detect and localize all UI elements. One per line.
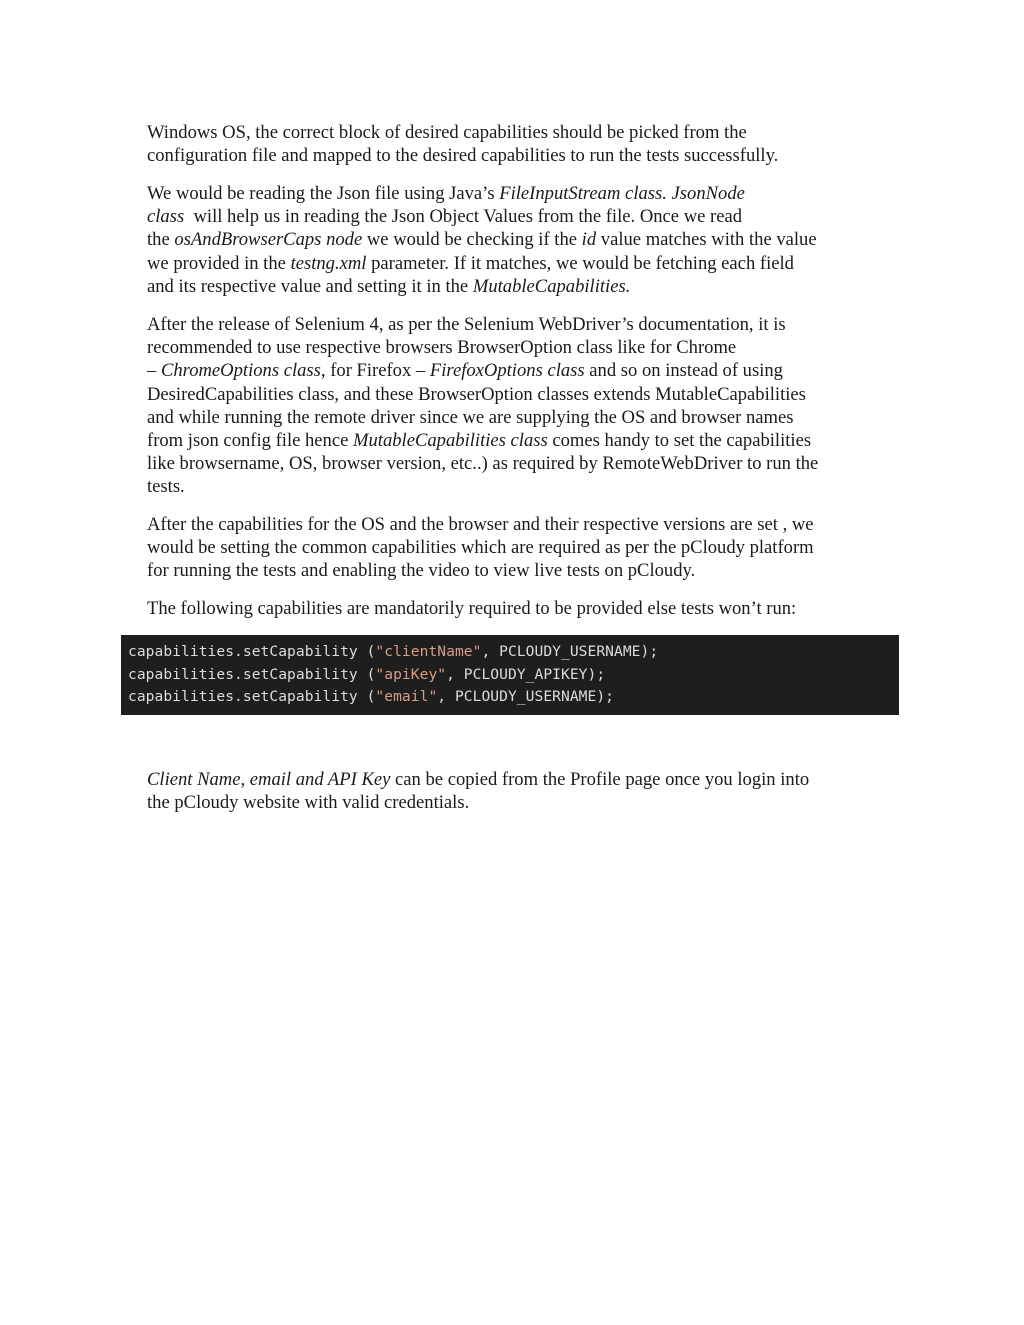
paragraph-mandatory-capabilities <box>147 597 887 620</box>
italic-text: id <box>581 229 597 251</box>
code-string: "apiKey" <box>375 665 447 683</box>
text-line: the pCloudy website with valid credentials. <box>147 792 470 814</box>
text-run: , for Firefox – <box>320 360 430 382</box>
text-line: for running the tests and enabling the video to view live tests on pCloudy. <box>147 560 696 582</box>
text-line <box>147 228 887 251</box>
text-run: and so on instead of using <box>584 360 783 382</box>
text-line <box>147 182 887 205</box>
text-run: we provided in the <box>147 252 291 274</box>
code-token: , PCLOUDY_USERNAME); <box>437 688 615 706</box>
text-run: parameter. If it matches, we would be fetching each field <box>366 252 794 274</box>
text-line: configuration file and mapped to the desired capabilities to run the tests successfully. <box>147 145 779 167</box>
code-token: capabilities.setCapability ( <box>128 643 376 660</box>
code-string: "email" <box>375 688 438 706</box>
text-line: and while running the remote driver since we are supplying the OS and browser names <box>147 406 794 428</box>
text-run: – <box>147 360 161 382</box>
code-snippet <box>121 635 899 715</box>
text-line <box>147 205 887 228</box>
text-line <box>147 768 887 791</box>
text-line: Windows OS, the correct block of desired capabilities should be picked from the <box>147 122 747 143</box>
text-line: tests. <box>147 476 185 498</box>
text-line <box>147 275 887 298</box>
text-run: can be copied from the Profile page once you login into <box>390 769 810 790</box>
code-string: "clientName" <box>375 643 482 660</box>
code-token: capabilities.setCapability ( <box>128 688 376 706</box>
text-line: like browsername, OS, browser version, etc..) as required by RemoteWebDriver to run the <box>147 453 819 475</box>
code-line <box>128 686 899 709</box>
text-line: After the capabilities for the OS and the browser and their respective versions are set , we <box>147 514 814 535</box>
paragraph-selenium-4 <box>147 313 887 499</box>
italic-text: ChromeOptions class <box>160 360 321 382</box>
text-line <box>147 252 887 275</box>
text-run: and its respective value and setting it in the <box>147 275 473 297</box>
code-line <box>128 664 899 687</box>
paragraph-credentials-note <box>147 768 887 814</box>
text-run: the <box>147 229 175 251</box>
italic-text: class <box>147 206 185 228</box>
text-line <box>147 359 887 382</box>
italic-text: FirefoxOptions class <box>429 360 585 382</box>
text-line: DesiredCapabilities class, and these BrowserOption classes extends MutableCapabilities <box>147 383 806 405</box>
italic-text: MutableCapabilities class <box>353 430 548 452</box>
text-line: After the release of Selenium 4, as per the Selenium WebDriver’s documentation, it is <box>147 314 786 335</box>
code-token: , PCLOUDY_APIKEY); <box>446 665 606 683</box>
italic-text: Client Name, email and API Key <box>147 769 391 790</box>
text-line: would be setting the common capabilities which are required as per the pCloudy platform <box>147 537 814 559</box>
text-line <box>147 429 887 452</box>
italic-text: MutableCapabilities. <box>472 275 631 297</box>
text-run: value matches with the value <box>596 229 817 251</box>
italic-text: testng.xml <box>290 252 367 274</box>
text-run: we would be checking if the <box>362 229 582 251</box>
text-line: The following capabilities are mandatorily required to be provided else tests won’t run: <box>147 598 797 619</box>
paragraph-desired-capabilities <box>147 121 887 167</box>
text-line: recommended to use respective browsers BrowserOption class like for Chrome <box>147 337 737 359</box>
text-run: from json config file hence <box>147 430 354 452</box>
code-token: , PCLOUDY_USERNAME); <box>481 643 659 660</box>
italic-text: FileInputStream class. JsonNode <box>499 183 745 204</box>
code-line <box>128 641 899 664</box>
paragraph-common-capabilities <box>147 513 887 583</box>
text-run: comes handy to set the capabilities <box>547 430 812 452</box>
italic-text: osAndBrowserCaps node <box>174 229 363 251</box>
code-token: capabilities.setCapability ( <box>128 665 376 683</box>
text-run: We would be reading the Json file using Java’s <box>147 183 500 204</box>
text-run: will help us in reading the Json Object Values from the file. Once we read <box>184 206 743 228</box>
paragraph-json-reading <box>147 182 887 298</box>
